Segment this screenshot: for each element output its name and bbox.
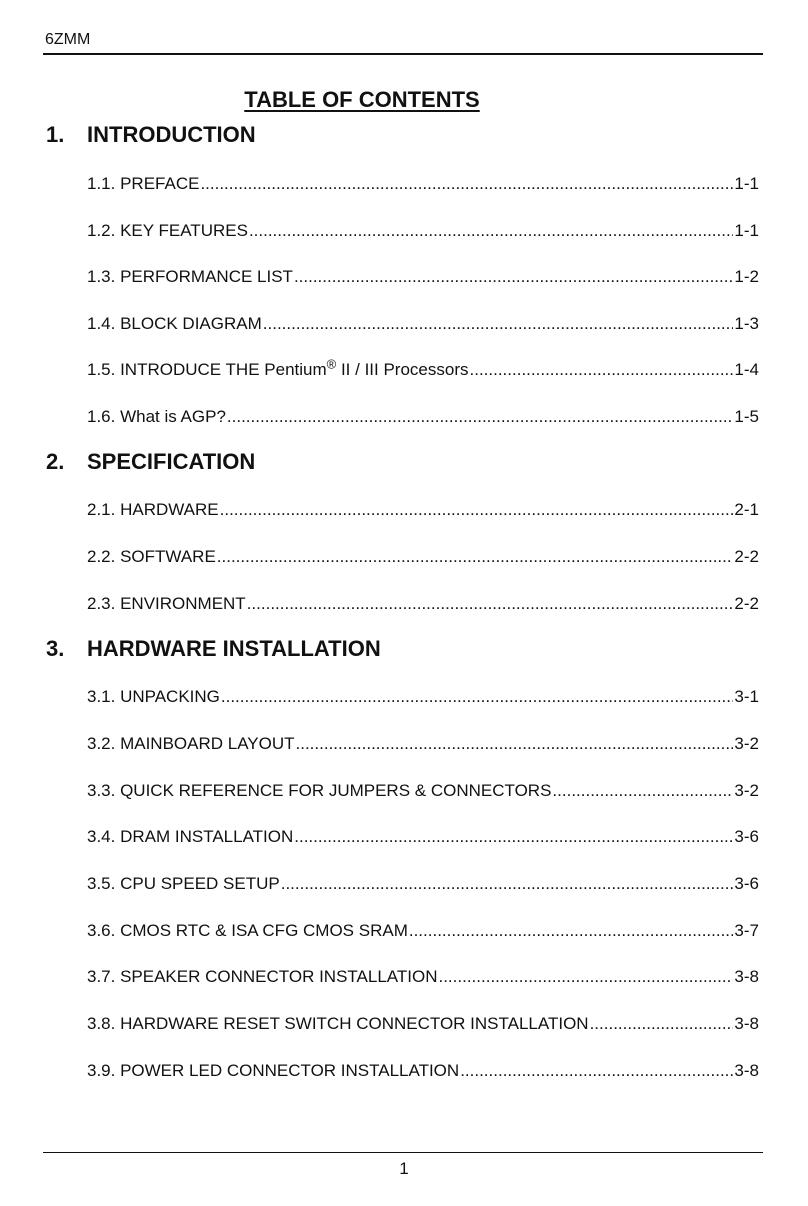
toc-entry-key-features[interactable] <box>87 220 759 242</box>
toc-entry-environment[interactable] <box>87 593 759 615</box>
registered-trademark-symbol: ® <box>326 356 337 372</box>
entry-page-number: 1-2 <box>734 267 759 286</box>
section-title: INTRODUCTION <box>87 122 256 147</box>
entry-page-number: 1-1 <box>734 174 759 193</box>
toc-entry-dram-installation[interactable] <box>87 826 759 848</box>
document-header-label: 6ZMM <box>45 31 91 48</box>
page-number: 1 <box>399 1159 409 1178</box>
section-heading-introduction <box>46 121 256 149</box>
toc-entry-performance-list[interactable] <box>87 266 759 288</box>
dot-leader <box>294 826 733 848</box>
dot-leader <box>281 873 734 895</box>
section-number: 2. <box>46 449 65 474</box>
dot-leader <box>217 546 734 568</box>
entry-title: 2.3. ENVIRONMENT <box>87 594 246 613</box>
entry-page-number: 3-6 <box>734 874 759 893</box>
toc-entry-quick-reference[interactable] <box>87 780 759 802</box>
toc-entry-speaker-connector[interactable] <box>87 966 759 988</box>
entry-page-number: 2-2 <box>734 547 759 566</box>
entry-title: 3.3. QUICK REFERENCE FOR JUMPERS & CONNECTORS <box>87 781 552 800</box>
entry-title: 3.1. UNPACKING <box>87 687 220 706</box>
entry-page-number: 3-8 <box>734 1061 759 1080</box>
entry-page-number: 3-1 <box>734 687 759 706</box>
entry-page-number: 3-8 <box>734 1014 759 1033</box>
entry-title: 3.2. MAINBOARD LAYOUT <box>87 734 295 753</box>
entry-page-number: 2-1 <box>734 500 759 519</box>
header-divider <box>43 53 763 55</box>
toc-entry-cmos-rtc[interactable] <box>87 920 759 942</box>
entry-title: 3.6. CMOS RTC & ISA CFG CMOS SRAM <box>87 921 408 940</box>
toc-entry-hardware[interactable] <box>87 499 759 521</box>
footer-divider <box>43 1152 763 1153</box>
entry-title: 2.2. SOFTWARE <box>87 547 216 566</box>
entry-title: 1.1. PREFACE <box>87 174 200 193</box>
section-title: HARDWARE INSTALLATION <box>87 636 381 661</box>
entry-page-number: 3-8 <box>734 967 759 986</box>
dot-leader <box>249 220 733 242</box>
dot-leader <box>263 313 734 335</box>
entry-title: 1.5. INTRODUCE THE Pentium® II / III Processors <box>87 356 469 379</box>
toc-title: TABLE OF CONTENTS <box>244 87 480 112</box>
entry-title: 1.2. KEY FEATURES <box>87 221 248 240</box>
section-number: 1. <box>46 122 65 147</box>
toc-entry-cpu-speed-setup[interactable] <box>87 873 759 895</box>
entry-title: 1.3. PERFORMANCE LIST <box>87 267 293 286</box>
section-heading-hardware-installation <box>46 635 381 663</box>
dot-leader <box>552 780 733 802</box>
toc-entry-reset-switch[interactable] <box>87 1013 759 1035</box>
toc-entry-power-led[interactable] <box>87 1060 759 1082</box>
entry-page-number: 1-1 <box>734 221 759 240</box>
entry-page-number: 3-2 <box>734 781 759 800</box>
dot-leader <box>294 266 733 288</box>
section-heading-specification <box>46 448 255 476</box>
dot-leader <box>221 686 734 708</box>
entry-title: 2.1. HARDWARE <box>87 500 219 519</box>
dot-leader <box>470 359 734 381</box>
toc-entry-mainboard-layout[interactable] <box>87 733 759 755</box>
dot-leader <box>590 1013 734 1035</box>
dot-leader <box>247 593 734 615</box>
section-title: SPECIFICATION <box>87 449 256 474</box>
entry-page-number: 1-3 <box>734 314 759 333</box>
entry-title: 3.4. DRAM INSTALLATION <box>87 827 294 846</box>
toc-entry-unpacking[interactable] <box>87 686 759 708</box>
entry-page-number: 2-2 <box>734 594 759 613</box>
toc-entry-introduce-pentium[interactable] <box>87 356 759 381</box>
dot-leader <box>460 1060 733 1082</box>
entry-page-number: 1-4 <box>734 360 759 379</box>
dot-leader <box>296 733 734 755</box>
toc-entry-block-diagram[interactable] <box>87 313 759 335</box>
dot-leader <box>409 920 734 942</box>
entry-title: 1.4. BLOCK DIAGRAM <box>87 314 262 333</box>
entry-page-number: 3-6 <box>734 827 759 846</box>
dot-leader <box>227 406 734 428</box>
section-number: 3. <box>46 636 65 661</box>
entry-title: 3.5. CPU SPEED SETUP <box>87 874 280 893</box>
entry-page-number: 3-7 <box>734 921 759 940</box>
entry-title: 3.9. POWER LED CONNECTOR INSTALLATION <box>87 1061 460 1080</box>
entry-page-number: 1-5 <box>734 407 759 426</box>
dot-leader <box>200 173 733 195</box>
entry-page-number: 3-2 <box>734 734 759 753</box>
toc-entry-what-is-agp[interactable] <box>87 406 759 428</box>
entry-title: 3.8. HARDWARE RESET SWITCH CONNECTOR INSTALLATION <box>87 1014 589 1033</box>
entry-title: 3.7. SPEAKER CONNECTOR INSTALLATION <box>87 967 438 986</box>
toc-entry-preface[interactable] <box>87 173 759 195</box>
dot-leader <box>438 966 733 988</box>
toc-entry-software[interactable] <box>87 546 759 568</box>
entry-title: 1.6. What is AGP? <box>87 407 226 426</box>
dot-leader <box>220 499 734 521</box>
